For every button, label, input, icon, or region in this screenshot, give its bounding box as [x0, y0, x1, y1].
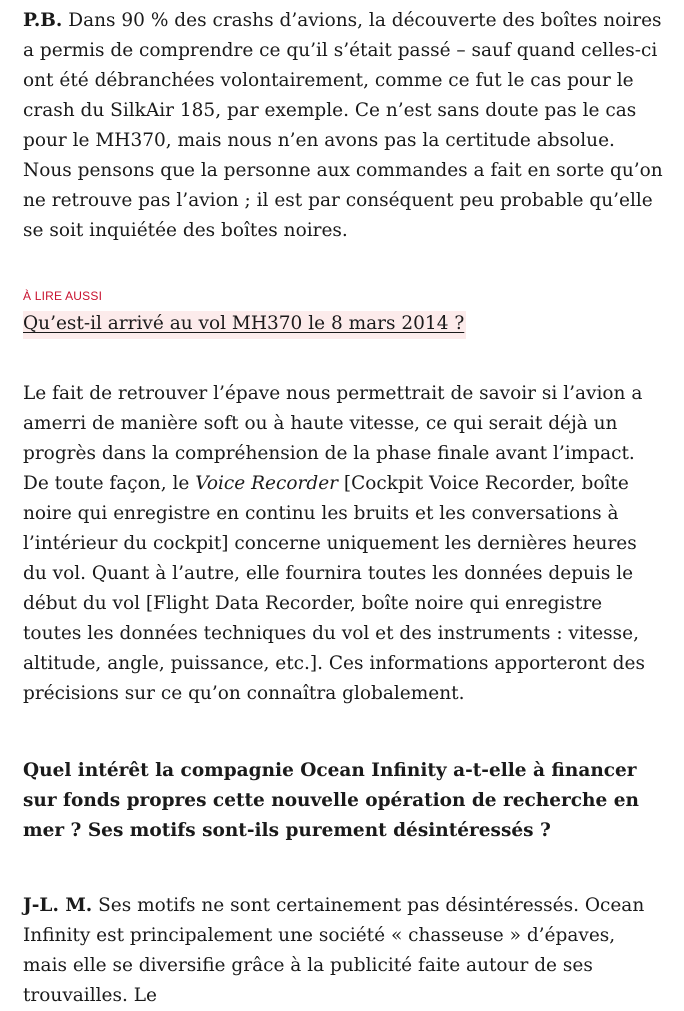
paragraph-text: Le fait de retrouver l’épave nous permettrait de savoir si l’avion a amerri de manière soft ou à haute vitesse, ce qui serait déjà un progrès dans la compréhension de la phase finale avant l’impact. De toute façon, le	[23, 383, 643, 494]
paragraph-text: [Cockpit Voice Recorder, boîte noire qui enregistre en continu les bruits et les conversations à l’intérieur du cockpit] concerne uniquement les dernières heures du vol. Quant à l’autre, elle fournira toutes les données depuis le début du vol [Flight Data Recorder, boîte noire qui enregistre toutes les données techniques du vol et des instruments : vitesse, altitude, angle, puissance, etc.]. Ces informations apporteront des précisions sur ce qu’on connaîtra globalement.	[23, 473, 645, 704]
interview-question: Quel intérêt la compagnie Ocean Infinity a-t-elle à financer sur fonds propres cette nouvelle opération de recherche en mer ? Ses motifs sont-ils purement désintéressés ?	[23, 760, 639, 841]
related-article-box	[23, 288, 663, 339]
paragraph-answer-pb	[23, 6, 663, 246]
article-body	[23, 0, 663, 1011]
related-article-link[interactable]: Qu’est-il arrivé au vol MH370 le 8 mars 2014 ?	[23, 311, 466, 339]
related-kicker: À LIRE AUSSI	[23, 289, 103, 303]
speaker-initials: J-L. M.	[23, 895, 93, 916]
paragraph-text: Ses motifs ne sont certainement pas désintéressés. Ocean Infinity est principalement une société « chasseuse » d’épaves, mais elle se diversifie grâce à la publicité faite autour de ses trouvailles. Le	[23, 895, 645, 1006]
paragraph-answer-continued	[23, 379, 663, 709]
paragraph-text: Dans 90 % des crashs d’avions, la découverte des boîtes noires a permis de comprendre ce qu’il s’était passé – sauf quand celles-ci ont été débranchées volontairement, comme ce fut le cas pour le crash du SilkAir 185, par exemple. Ce n’est sans doute pas le cas pour le MH370, mais nous n’en avons pas la certitude absolue. Nous pensons que la personne aux commandes a fait en sorte qu’on ne retrouve pas l’avion ; il est par conséquent peu probable qu’elle se soit inquiétée des boîtes noires.	[23, 10, 663, 241]
paragraph-answer-jlm	[23, 891, 663, 1011]
italic-term: Voice Recorder	[195, 473, 338, 494]
speaker-initials: P.B.	[23, 10, 63, 31]
